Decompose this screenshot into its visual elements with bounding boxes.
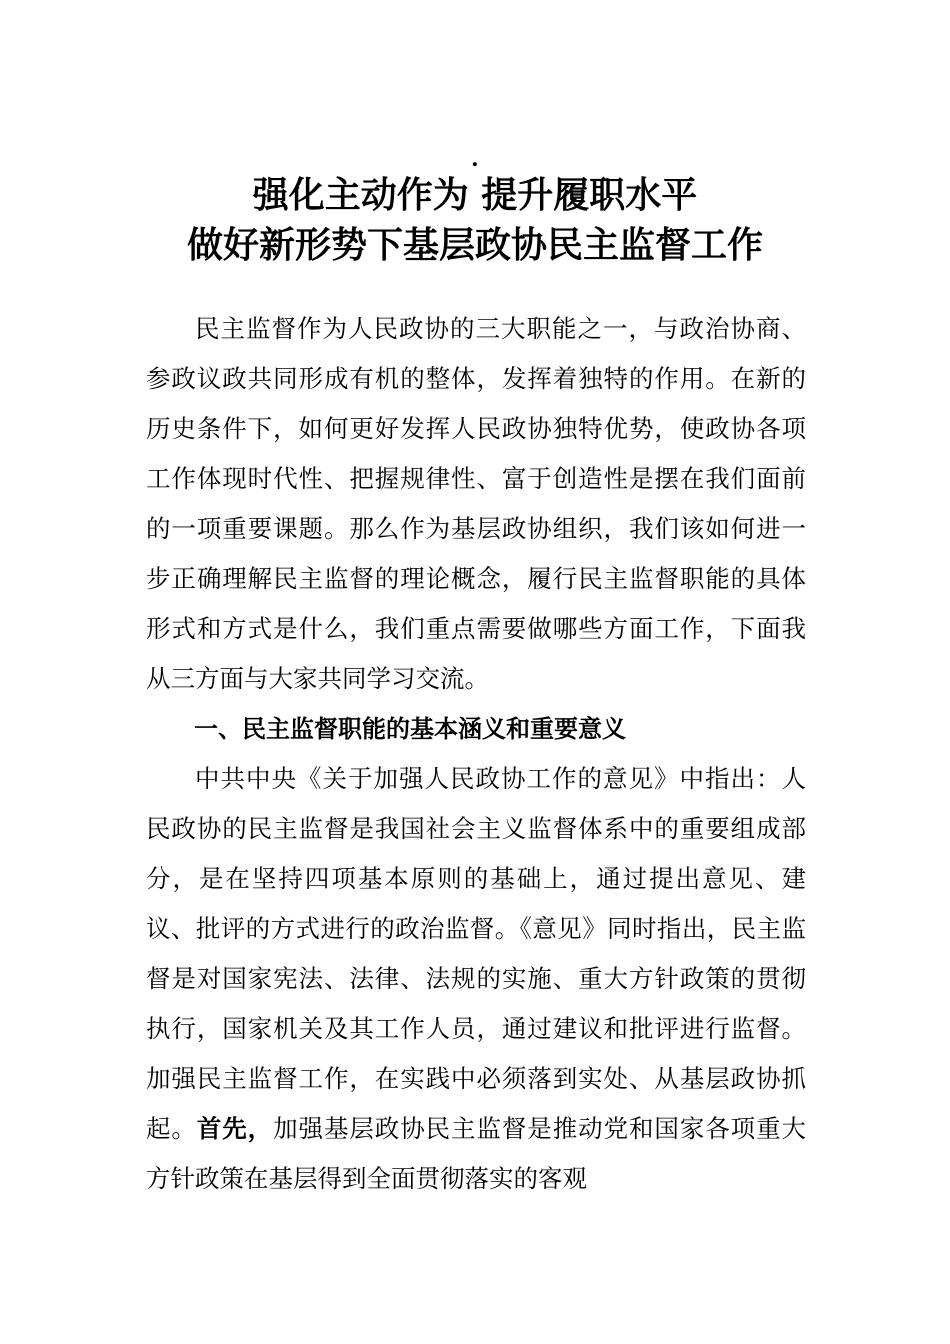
- document-title-line-2: 做好新形势下基层政协民主监督工作: [186, 225, 763, 266]
- document-title-line-1: 强化主动作为 提升履职水平: [252, 175, 698, 216]
- document-body: [146, 304, 806, 1204]
- emphasis-text: 首先，: [196, 1114, 274, 1143]
- section-heading-1: 一、民主监督职能的基本涵义和重要意义: [194, 715, 626, 743]
- paragraph-text-continued: 加强基层政协民主监督是推动党和国家各项重大方针政策在基层得到全面贯彻落实的客观: [146, 1114, 807, 1193]
- paragraph-section-1: [146, 754, 806, 1204]
- paragraph-text: 中共中央《关于加强人民政协工作的意见》中指出：人民政协的民主监督是我国社会主义监督体系中的重要组成部分，是在坚持四项基本原则的基础上，通过提出意见、建议、批评的方式进行的政治监督。《意见》同时指出，民主监督是对国家宪法、法律、法规的实施、重大方针政策的贯彻执行，国家机关及其工作人员，通过建议和批评进行监督。加强民主监督工作，在实践中必须落到实处、从基层政协抓起。: [146, 764, 806, 1143]
- top-mark: .: [471, 146, 479, 172]
- paragraph-intro: 民主监督作为人民政协的三大职能之一，与政治协商、参政议政共同形成有机的整体，发挥着独特的作用。在新的历史条件下，如何更好发挥人民政协独特优势，使政协各项工作体现时代性、把握规律性、富于创造性是摆在我们面前的一项重要课题。那么作为基层政协组织，我们该如何进一步正确理解民主监督的理论概念，履行民主监督职能的具体形式和方式是什么，我们重点需要做哪些方面工作，下面我从三方面与大家共同学习交流。: [146, 314, 806, 693]
